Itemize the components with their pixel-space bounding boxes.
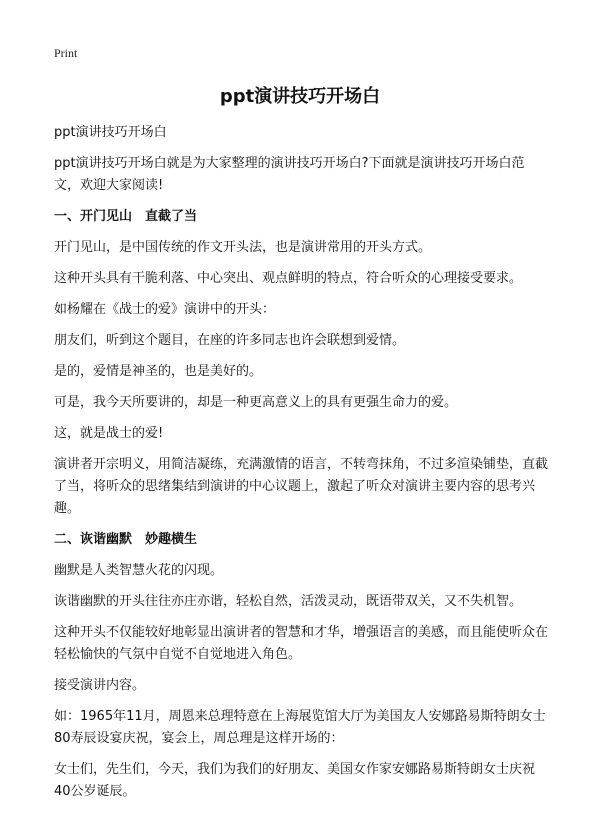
paragraph: ppt演讲技巧开场白 [54,125,167,140]
section-heading: 一、开门见山 直截了当 [54,209,198,224]
paragraph: 如：1965年11月，周恩来总理特意在上海展览馆大厅为美国友人安娜路易斯特朗女士80寿辰设宴庆祝，宴会上，周总理是这样开场的： [54,709,546,746]
paragraph: 朋友们，听到这个题目，在座的许多同志也许会联想到爱情。 [54,333,406,348]
paragraph: 这种开头不仅能较好地彰显出演讲者的智慧和才华，增强语言的美感，而且能使听众在轻松愉快的气氛中自觉不自觉地进入角色。 [54,625,549,662]
document-title: ppt演讲技巧开场白 [219,86,381,107]
paragraph: 接受演讲内容。 [54,678,146,693]
paragraph: 如杨耀在《战士的爱》演讲中的开头： [54,302,276,317]
paragraph: 可是，我今天所要讲的，却是一种更高意义上的具有更强生命力的爱。 [54,395,458,410]
document-body [54,122,550,812]
paragraph: 幽默是人类智慧火花的闪现。 [54,563,224,578]
paragraph: 演讲者开宗明义，用简洁凝练，充满激情的语言，不转弯抹角，不过多渲染铺垫，直截了当，将听众的思绪集结到演讲的中心议题上，激起了听众对演讲主要内容的思考兴趣。 [54,457,549,516]
section-heading: 二、诙谐幽默 妙趣横生 [54,532,198,547]
paragraph: 诙谐幽默的开头往往亦庄亦谐，轻松自然，活泼灵动，既语带双关，又不失机智。 [54,594,523,609]
paragraph: 开门见山，是中国传统的作文开头法，也是演讲常用的开头方式。 [54,240,432,255]
print-link[interactable]: Print [54,46,78,60]
paragraph: 这，就是战士的爱! [54,426,164,441]
paragraph: 这种开头具有干脆利落、中心突出、观点鲜明的特点，符合听众的心理接受要求。 [54,271,523,286]
paragraph: ppt演讲技巧开场白就是为大家整理的演讲技巧开场白?下面就是演讲技巧开场白范文，欢迎大家阅读! [54,156,525,193]
paragraph: 女士们，先生们，今天，我们为我们的好朋友、美国女作家安娜路易斯特朗女士庆祝40公岁诞辰。 [54,762,536,799]
paragraph: 是的，爱情是神圣的，也是美好的。 [54,364,263,379]
